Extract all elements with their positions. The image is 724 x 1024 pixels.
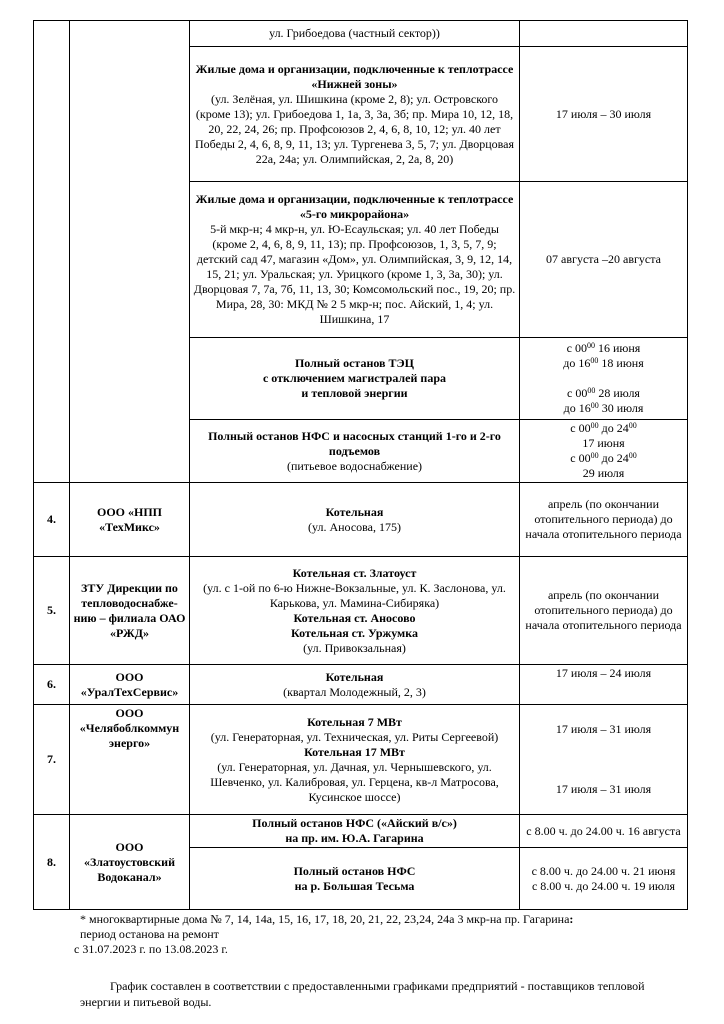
period-line: 17 июля – 31 июля [555, 722, 652, 736]
num-cell: 8. [34, 815, 70, 910]
object-title: Котельная ст. Аносово [293, 610, 416, 625]
table-row [34, 483, 688, 557]
period-cell [520, 848, 688, 910]
object-title: Котельная 7 МВт [307, 714, 402, 729]
final-note [80, 978, 686, 1010]
object-cell [190, 21, 520, 47]
org-cell: ООО «НПП «ТехМикс» [70, 483, 190, 557]
object-title: Полный останов ТЭЦ [294, 356, 415, 370]
period-line: с 8.00 ч. до 24.00 ч. 19 июля [531, 878, 676, 893]
object-title: Жилые дома и организации, подключенные к теплотрассе «5-го микрорайона» [195, 192, 514, 221]
footnote-line: * многоквартирные дома № 7, 14, 14а, 15, 16, 17, 18, 20, 21, 22, 23,24, 24а 3 мкр-на пр. Гагарина: [80, 912, 574, 926]
table-row [34, 21, 688, 47]
period-line: 17 июля – 31 июля [555, 782, 652, 796]
period-cell: 17 июля – 24 июля [520, 665, 688, 705]
object-title: Полный останов НФС («Айский в/с») [252, 816, 457, 830]
table-row [34, 815, 688, 848]
footnote-line: период останова на ремонт [80, 927, 219, 941]
period-cell [520, 705, 688, 815]
address-text: ул. Грибоедова (частный сектор)) [269, 26, 440, 40]
address-text: 5-й мкр-н; 4 мкр-н, ул. Ю-Есаульская; ул. 40 лет Победы (кроме 2, 4, 6, 8, 9, 11, 13); пр. Профсоюзов, 1, 3, 5, 7, 9; детский сад 47, магазин «Дом», ул. Олимпийская, 3, 9, 12, 14, 15, 21; ул. Уральская; ул. Урицкого (кроме 1, 3, 3а, 30); ул. Дворцовая 7, 7а, 7б, 11, 13, 30; Комсомольский пос., 19, 20; пр. Мира, 28, 30: МКД № 2 5 мкр-н; пос. Айский, 1, 4; ул. Шишкина, 17 [193, 222, 516, 326]
object-title: с отключением магистралей пара [262, 371, 446, 385]
num-cell: 6. [34, 665, 70, 705]
final-note-text: График составлен в соответствии с предоставленными графиками предприятий - поставщиков тепловой энергии и питьевой воды. [80, 979, 645, 1009]
object-cell [190, 815, 520, 848]
address-text: (ул. Генераторная, ул. Техническая, ул. Риты Сергеевой) [210, 729, 499, 744]
num-cell: 7. [34, 705, 70, 815]
object-title: Котельная [325, 504, 384, 519]
object-cell [190, 338, 520, 420]
address-text: (ул. Аносова, 175) [308, 519, 401, 534]
period-cell: с 8.00 ч. до 24.00 ч. 16 августа [520, 815, 688, 848]
object-cell [190, 182, 520, 338]
object-title: Котельная ст. Уржумка [291, 625, 418, 640]
period-cell [520, 338, 688, 420]
object-cell [190, 47, 520, 182]
object-title: и тепловой энергии [301, 386, 408, 400]
period-line: с 8.00 ч. до 24.00 ч. 21 июня [531, 863, 676, 878]
object-cell [190, 848, 520, 910]
address-text: (ул. Привокзальная) [303, 640, 406, 655]
object-title: на пр. им. Ю.А. Гагарина [285, 831, 424, 845]
object-title: на р. Большая Тесьма [294, 878, 415, 893]
period-cell: 07 августа –20 августа [520, 182, 688, 338]
address-text: (квартал Молодежный, 2, 3) [283, 684, 426, 699]
period-line: с $00^{00}$ 16 июня [566, 341, 641, 355]
num-cell: 4. [34, 483, 70, 557]
object-title: Котельная ст. Златоуст [292, 565, 417, 580]
object-title: Котельная 17 МВт [304, 744, 405, 759]
object-cell [190, 483, 520, 557]
period-line: до $16^{00}$ 30 июля [563, 401, 644, 415]
object-title: Котельная [325, 669, 384, 684]
org-cell: ЗТУ Дирекции по тепловодоснабже-нию – филиала ОАО «РЖД» [70, 557, 190, 665]
address-text: (ул. Зелёная, ул. Шишкина (кроме 2, 8); ул. Островского (кроме 13); ул. Грибоедова 1, 1а, 3, 3а, 3б; пр. Мира 10, 12, 18, 20, 22, 24, 26; пр. Профсоюзов 2, 4, 6, 8, 10, 12; ул. 40 лет Победы 2, 4, 6, 8, 9, 11, 13; ул. Тургенева 3, 5, 7; ул. Дворцовая 22а, 24а; ул. Олимпийская, 2, 2а, 8, 20) [194, 91, 515, 166]
object-cell [190, 665, 520, 705]
object-title: Полный останов НФС [293, 863, 416, 878]
address-text: (ул. с 1-ой по 6-ю Нижне-Вокзальные, ул. К. Заслонова, ул. Карькова, ул. Мамина-Сибиряка) [203, 580, 506, 610]
period-line: с $00^{00}$ до $24^{00}$ [570, 451, 637, 465]
table-row [34, 557, 688, 665]
object-title: Полный останов НФС и насосных станций 1-го и 2-го подъемов [208, 428, 501, 458]
object-cell [190, 557, 520, 665]
table-row [34, 705, 688, 815]
address-text: (ул. Генераторная, ул. Дачная, ул. Чернышевского, ул. Шевченко, ул. Калибровая, ул. Герцена, кв-л Матросова, Кусинское шоссе) [210, 759, 499, 804]
num-cell [34, 21, 70, 483]
period-line: 17 июня [582, 436, 625, 450]
object-subtitle: (питьевое водоснабжение) [286, 458, 423, 473]
num-cell: 5. [34, 557, 70, 665]
period-line: 29 июля [582, 466, 625, 480]
period-line: с $00^{00}$ до $24^{00}$ [570, 421, 637, 435]
org-cell: ООО «Челябоблкоммун энерго» [70, 705, 190, 815]
org-cell: ООО «УралТехСервис» [70, 665, 190, 705]
org-cell: ООО «Златоустовский Водоканал» [70, 815, 190, 910]
footnote-line: с 31.07.2023 г. по 13.08.2023 г. [74, 942, 228, 956]
footnote [74, 912, 686, 957]
period-cell: апрель (по окончании отопительного периода) до начала отопительного периода [520, 557, 688, 665]
object-cell [190, 420, 520, 483]
period-line: до $16^{00}$ 18 июня [563, 356, 644, 370]
period-line: с $00^{00}$ 28 июля [567, 386, 640, 400]
object-cell [190, 705, 520, 815]
period-cell [520, 420, 688, 483]
period-cell [520, 21, 688, 47]
object-title: Жилые дома и организации, подключенные к теплотрассе «Нижней зоны» [195, 61, 514, 91]
org-cell [70, 21, 190, 483]
period-cell: апрель (по окончании отопительного периода) до начала отопительного периода [520, 483, 688, 557]
schedule-table [33, 20, 688, 910]
table-row [34, 665, 688, 705]
period-cell: 17 июля – 30 июля [520, 47, 688, 182]
